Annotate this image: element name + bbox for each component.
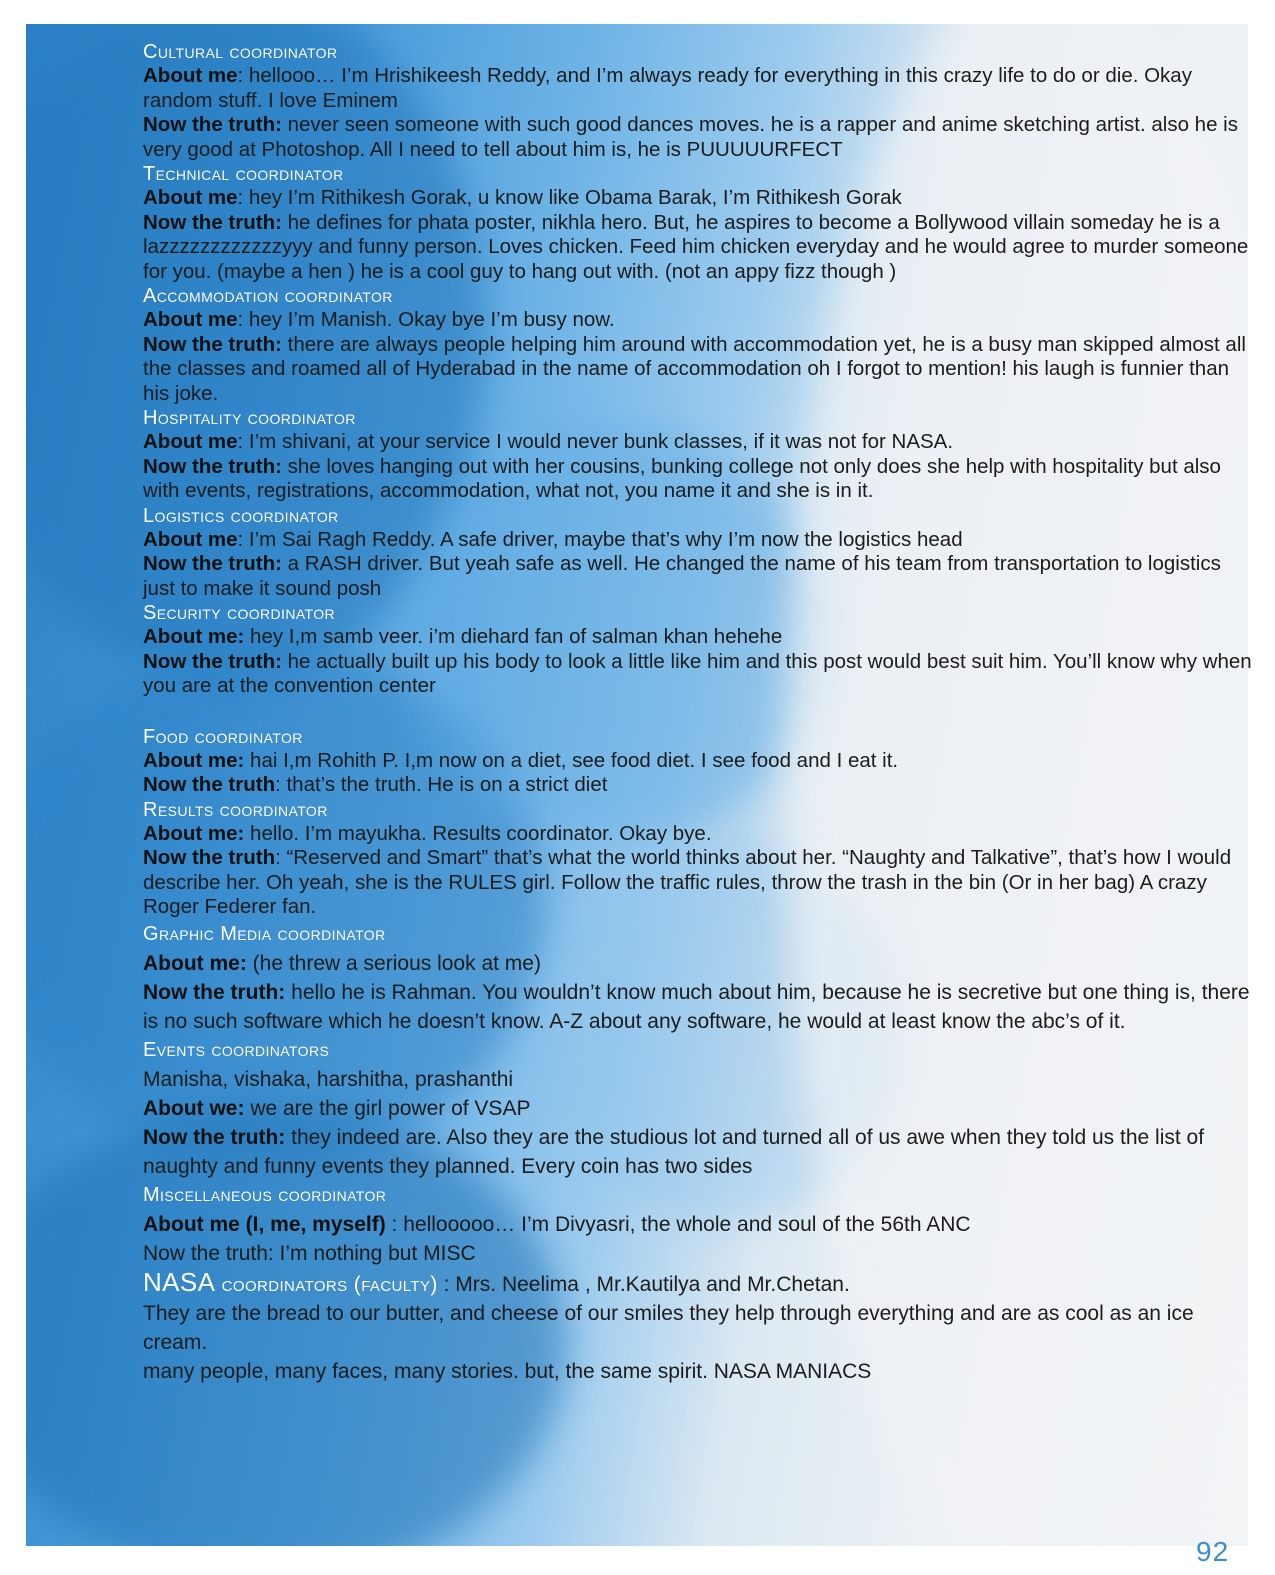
- about-label: About me: [143, 308, 238, 331]
- about-label: About me:: [143, 625, 245, 648]
- section-title: Results coordinator: [143, 798, 328, 821]
- about-me: [143, 949, 1253, 978]
- truth: [143, 455, 1253, 504]
- section-title: Security coordinator: [143, 602, 336, 624]
- nasa-names: : Mrs. Neelima , Mr.Kautilya and Mr.Chetan.: [437, 1272, 850, 1296]
- truth-label: Now the truth:: [143, 210, 282, 234]
- section-security: [143, 601, 1253, 699]
- truth-label: Now the truth:: [143, 454, 282, 478]
- about-we: [143, 1094, 1253, 1123]
- about-text: (he threw a serious look at me): [246, 951, 541, 975]
- truth: [143, 211, 1253, 285]
- about-text: : hey I’m Manish. Okay bye I’m busy now.: [237, 308, 615, 331]
- truth: [143, 650, 1253, 699]
- about-me: [143, 64, 1253, 113]
- truth-text: he defines for phata poster, nikhla hero. But, he aspires to become a Bollywood villain someday he is a lazzzzzzzzzzzzyyy and funny person. Loves chicken. Feed him chicken everyday and he would agree to murder someone for you. (maybe a hen ) he is a cool guy to hang out with. (not an appy fizz though ): [143, 210, 1249, 283]
- truth: [143, 333, 1253, 407]
- about-text: hello. I’m mayukha. Results coordinator. Okay bye.: [244, 821, 712, 845]
- nasa-title-rest: coordinators (faculty): [215, 1272, 438, 1296]
- truth: [143, 113, 1253, 162]
- coordinator-profiles: [143, 40, 1253, 1386]
- page-number: 92: [1196, 1536, 1230, 1567]
- truth-text: : “Reserved and Smart” that’s what the world thinks about her. “Naughty and Talkative”, that’s how I would describe her. Oh yeah, she is the RULES girl. Follow the traffic rules, throw the trash in the bin (Or in her bag) A crazy Roger Federer fan.: [143, 846, 1232, 918]
- events-names: Manisha, vishaka, harshitha, prashanthi: [143, 1067, 514, 1091]
- truth-label: Now the truth:: [143, 1125, 286, 1149]
- truth: Now the truth: I’m nothing but MISC: [143, 1241, 476, 1265]
- about-me: [143, 1210, 1253, 1239]
- about-text: : I’m shivani, at your service I would never bunk classes, if it was not for NASA.: [237, 430, 954, 453]
- section-title: Cultural coordinator: [143, 41, 338, 63]
- truth-text: hello he is Rahman. You wouldn’t know much about him, because he is secretive but one thing is, there is no such software which he doesn’t know. A-Z about any software, he would at least know the abc’s of it.: [143, 980, 1250, 1033]
- truth-text: she loves hanging out with her cousins, bunking college not only does she help with hospitality but also with events, registrations, accommodation, what not, you name it and she is in it.: [143, 454, 1221, 502]
- about-me: [143, 749, 1253, 774]
- about-label: About me: [143, 64, 238, 87]
- section-technical: [143, 162, 1253, 284]
- about-label: About we:: [143, 1096, 245, 1120]
- truth-text: they indeed are. Also they are the studious lot and turned all of us awe when they told us the list of naughty and funny events they planned. Every coin has two sides: [143, 1125, 1205, 1178]
- truth-label: Now the truth: [143, 773, 276, 796]
- nasa-title-big: NASA: [143, 1266, 216, 1297]
- about-me: [143, 430, 1253, 455]
- about-text: hai I,m Rohith P. I,m now on a diet, see food diet. I see food and I eat it.: [244, 748, 899, 772]
- truth-text: he actually built up his body to look a little like him and this post would best suit him. You’ll know why when you are at the convention center: [143, 649, 1252, 697]
- about-text: : hey I’m Rithikesh Gorak, u know like Obama Barak, I’m Rithikesh Gorak: [237, 186, 902, 209]
- truth-label: Now the truth:: [143, 113, 282, 136]
- section-title: Technical coordinator: [143, 163, 344, 185]
- truth: [143, 552, 1253, 601]
- section-food: [143, 725, 1253, 798]
- section-accommodation: [143, 284, 1253, 406]
- section-nasa-faculty: [143, 1268, 1253, 1386]
- section-title: Events coordinators: [143, 1038, 330, 1061]
- truth-text: : that’s the truth. He is on a strict diet: [275, 773, 608, 796]
- section-title: Graphic Media coordinator: [143, 922, 386, 945]
- section-graphic-media: [143, 920, 1253, 1036]
- about-label: About me:: [143, 748, 245, 772]
- section-events: [143, 1036, 1253, 1181]
- truth-label: Now the truth:: [143, 980, 286, 1004]
- nasa-text: They are the bread to our butter, and cheese of our smiles they help through everything and are as cool as an ice cream.: [143, 1301, 1194, 1354]
- about-label: About me: [143, 186, 238, 209]
- about-text: : hellooo… I’m Hrishikeesh Reddy, and I’m always ready for everything in this crazy life to do or die. Okay random stuff. I love Eminem: [143, 64, 1192, 112]
- truth-label: Now the truth:: [143, 332, 282, 356]
- nasa-heading: [143, 1268, 1253, 1299]
- truth-text: a RASH driver. But yeah safe as well. He changed the name of his team from transportation to logistics just to make it sound posh: [143, 552, 1221, 600]
- section-miscellaneous: [143, 1181, 1253, 1268]
- nasa-closing: many people, many faces, many stories. but, the same spirit. NASA MANIACS: [143, 1359, 872, 1383]
- section-hospitality: [143, 406, 1253, 504]
- section-results: [143, 798, 1253, 920]
- about-label: About me:: [143, 951, 247, 975]
- truth-text: never seen someone with such good dances moves. he is a rapper and anime sketching artist. also he is very good at Photoshop. All I need to tell about him is, he is PUUUUURFECT: [143, 113, 1238, 161]
- about-label: About me (I, me, myself): [143, 1212, 386, 1236]
- section-logistics: [143, 504, 1253, 602]
- section-title: Accommodation coordinator: [143, 285, 393, 307]
- section-title: Logistics coordinator: [143, 504, 339, 527]
- about-me: [143, 528, 1253, 553]
- section-title: Miscellaneous coordinator: [143, 1183, 387, 1206]
- about-text: : hellooooo… I’m Divyasri, the whole and soul of the 56th ANC: [385, 1212, 971, 1236]
- lower-sections: [143, 920, 1253, 1386]
- about-label: About me:: [143, 821, 245, 845]
- about-label: About me: [143, 527, 238, 551]
- section-cultural: [143, 40, 1253, 162]
- section-title: Food coordinator: [143, 725, 303, 748]
- spacer: [143, 699, 1253, 725]
- about-text: hey I,m samb veer. i’m diehard fan of salman khan hehehe: [244, 625, 783, 648]
- about-label: About me: [143, 430, 238, 453]
- about-me: [143, 186, 1253, 211]
- truth: [143, 846, 1253, 920]
- truth: [143, 978, 1253, 1036]
- truth-label: Now the truth:: [143, 552, 282, 575]
- truth-label: Now the truth: [143, 846, 276, 869]
- truth: [143, 773, 1253, 798]
- about-text: we are the girl power of VSAP: [244, 1096, 531, 1120]
- about-me: [143, 822, 1253, 847]
- truth-text: there are always people helping him around with accommodation yet, he is a busy man skipped almost all the classes and roamed all of Hyderabad in the name of accommodation oh I forgot to mention! his laugh is funnier than his joke.: [143, 332, 1246, 405]
- about-me: [143, 308, 1253, 333]
- truth: [143, 1123, 1253, 1181]
- truth-label: Now the truth:: [143, 649, 282, 673]
- section-title: Hospitality coordinator: [143, 407, 356, 429]
- about-me: [143, 625, 1253, 650]
- about-text: : I’m Sai Ragh Reddy. A safe driver, maybe that’s why I’m now the logistics head: [237, 527, 963, 551]
